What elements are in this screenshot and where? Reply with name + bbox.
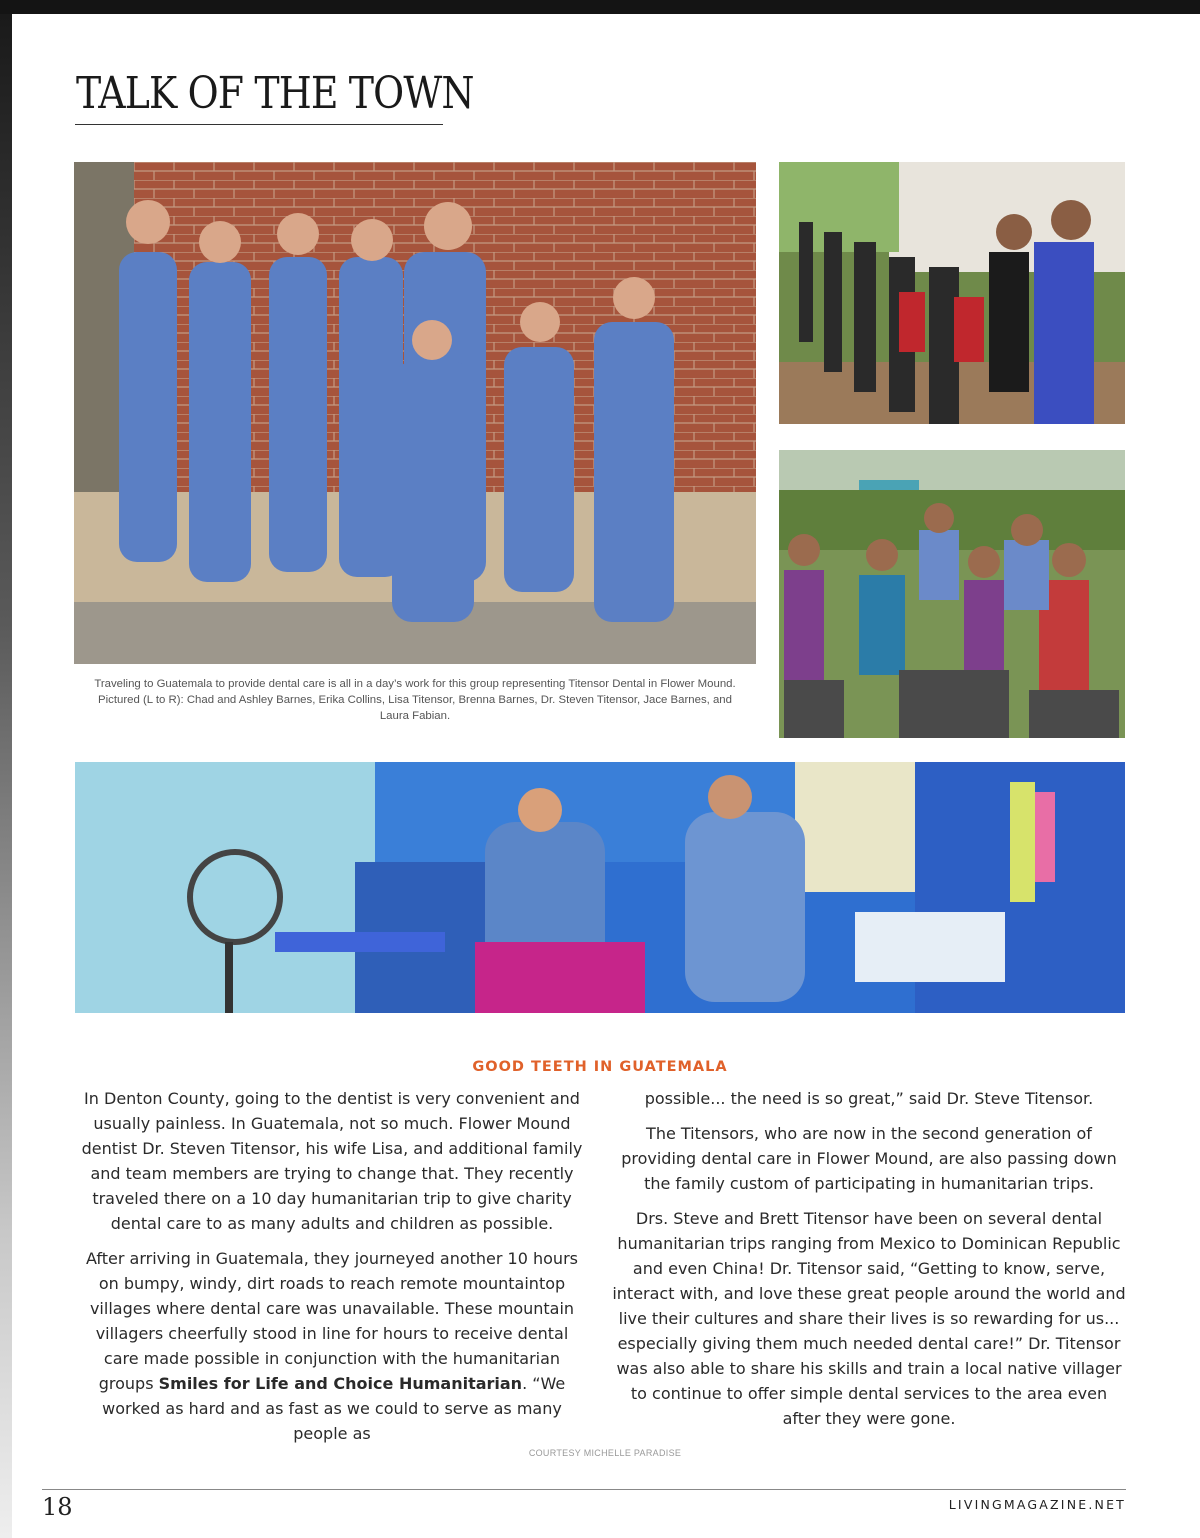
paragraph [78, 1246, 586, 1446]
village-children-image [779, 450, 1125, 738]
page-number: 18 [42, 1493, 73, 1521]
article-column-left [78, 1086, 586, 1456]
children-line-photo [779, 162, 1125, 424]
team-photo-image [74, 162, 756, 664]
village-children-photo [779, 450, 1125, 738]
paragraph: Drs. Steve and Brett Titensor have been on several dental humanitarian trips ranging from Mexico to Dominican Republic and even China! Dr. Titensor said, “Getting to know, serve, interact with, and love these great people around the world and live their cultures and share their lives is so rewarding for us... especially giving them much needed dental care!” Dr. Titensor was also able to share his skills and train a local native villager to continue to offer simple dental services to the area even after they were gone. [612, 1209, 1126, 1428]
paragraph: In Denton County, going to the dentist is very convenient and usually painless. In Guatemala, not so much. Flower Mound dentist Dr. Steven Titensor, his wife Lisa, and additional family and team members are trying to change that. They recently traveled there on a 10 day humanitarian trip to give charity dental care to as many adults and children as possible. [81, 1089, 583, 1233]
article-column-right [612, 1086, 1126, 1441]
clinic-photo [75, 762, 1125, 1013]
page-edge-shadow [0, 14, 12, 1538]
paragraph: possible... the need is so great,” said Dr. Steve Titensor. [644, 1089, 1094, 1108]
paragraph-text: . “We worked as hard and as fast as we could to serve as many people as [102, 1374, 566, 1443]
paragraph-text: After arriving in Guatemala, they journeyed another 10 hours on bumpy, windy, dirt roads to reach remote mountaintop villages where dental care was unavailable. These mountain villagers cheerfully stood in line for hours to receive dental care made possible in conjunction with the humanitarian groups [86, 1249, 578, 1393]
caption-line: Laura Fabian. [379, 710, 451, 722]
caption-line: Pictured (L to R): Chad and Ashley Barnes, Erika Collins, Lisa Titensor, Brenna Barnes, Dr. Steven Titensor, Jace Barnes, and [98, 694, 732, 706]
organization-names: Smiles for Life and Choice Humanitarian [158, 1374, 523, 1393]
title-underline [75, 124, 443, 125]
team-photo [74, 162, 756, 664]
paragraph: The Titensors, who are now in the second generation of providing dental care in Flower Mound, are also passing down the family custom of participating in humanitarian trips. [621, 1124, 1117, 1193]
top-bar [0, 0, 1200, 14]
section-title: TALK OF THE TOWN [76, 68, 474, 119]
caption-line: Traveling to Guatemala to provide dental care is all in a day’s work for this group representing Titensor Dental in Flower Mound. [94, 678, 736, 690]
children-line-image [779, 162, 1125, 424]
clinic-image [75, 762, 1125, 1013]
photo-caption [80, 676, 750, 724]
site-name: LIVINGMAGAZINE.NET [948, 1497, 1126, 1512]
article-heading: GOOD TEETH IN GUATEMALA [472, 1059, 728, 1075]
photo-credit: COURTESY MICHELLE PARADISE [528, 1448, 682, 1458]
footer-rule [42, 1489, 1126, 1490]
